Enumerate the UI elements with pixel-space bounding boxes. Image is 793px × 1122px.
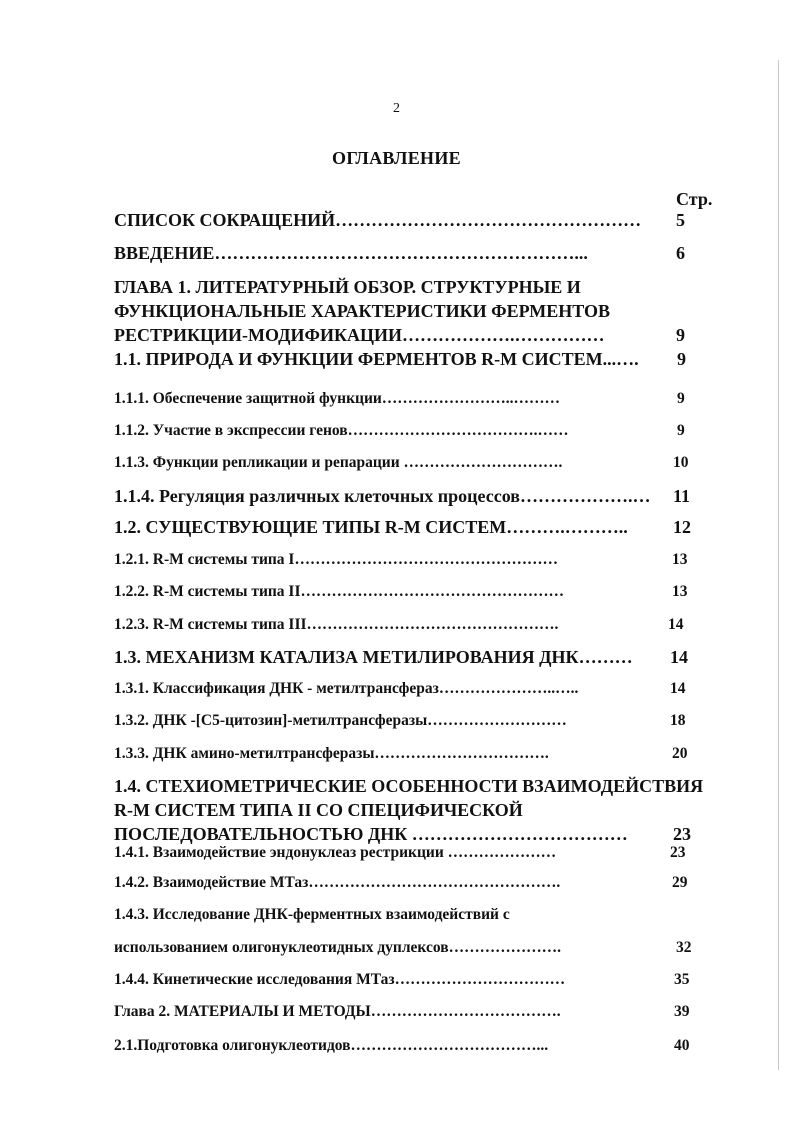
toc-entry [114, 243, 685, 264]
toc-entry [114, 939, 692, 957]
toc-page-number: 14 [668, 616, 684, 633]
toc-page-number: 6 [676, 243, 685, 263]
toc-entry-text: 1.1.2. Участие в экспрессии генов……………………………….…… [114, 422, 569, 439]
toc-page-number: 14 [670, 680, 686, 697]
toc-page-number: 20 [672, 745, 688, 762]
toc-entry-text: СПИСОК СОКРАЩЕНИЙ…………………………………………… [114, 210, 642, 230]
toc-page-number: 32 [676, 939, 692, 956]
toc-page-number: 23 [670, 844, 686, 861]
toc-entry-text: 1.2. СУЩЕСТВУЮЩИЕ ТИПЫ R-M СИСТЕМ……….……….. [114, 517, 628, 537]
toc-title: ОГЛАВЛЕНИЕ [332, 148, 461, 168]
page-number: 2 [393, 101, 400, 116]
toc-entry [114, 774, 703, 846]
toc-page-number: 9 [676, 325, 685, 345]
toc-entry-text: R-M СИСТЕМ ТИПА II СО СПЕЦИФИЧЕСКОЙ [114, 800, 523, 820]
toc-entry-text: 1.4.2. Взаимодействие МТаз…………………………………………. [114, 874, 561, 891]
toc-entry-text: 1.3.1. Классификация ДНК - метилтрансфераз…………………..….. [114, 680, 579, 697]
toc-entry-text: ФУНКЦИОНАЛЬНЫЕ ХАРАКТЕРИСТИКИ ФЕРМЕНТОВ [114, 301, 611, 321]
toc-entry-text: РЕСТРИКЦИИ-МОДИФИКАЦИИ……………….…………… [114, 325, 605, 345]
scan-artifact-line [778, 60, 779, 1070]
toc-entry [114, 616, 684, 634]
toc-page-number: 29 [672, 874, 688, 891]
toc-page-number: 35 [674, 971, 690, 988]
toc-entry-text: ПОСЛЕДОВАТЕЛЬНОСТЬЮ ДНК ……………………………… [114, 824, 628, 844]
toc-entry-text: 1.3. МЕХАНИЗМ КАТАЛИЗА МЕТИЛИРОВАНИЯ ДНК……… [114, 647, 633, 667]
toc-entry [114, 906, 510, 924]
toc-page-number: 23 [673, 824, 691, 844]
toc-entry [114, 210, 685, 231]
toc-page-number: 11 [673, 486, 691, 506]
toc-entry-text: 1.1.3. Функции репликации и репарации …………………………. [114, 454, 563, 471]
toc-page-number: 14 [670, 647, 688, 667]
toc-page-number: 9 [677, 422, 685, 439]
toc-page-number: 18 [670, 712, 686, 729]
toc-entry-text: использованием олигонуклеотидных дуплексов…………………. [114, 939, 561, 956]
toc-entry [114, 390, 685, 408]
toc-entry [114, 971, 690, 989]
toc-entry-text: ГЛАВА 1. ЛИТЕРАТУРНЫЙ ОБЗОР. СТРУКТУРНЫЕ И [114, 277, 581, 297]
toc-page-number: 5 [676, 210, 685, 230]
toc-entry-text: 1.2.2. R-M системы типа II…………………………………………… [114, 583, 564, 600]
toc-page-number: 39 [674, 1003, 690, 1020]
toc-entry [114, 1037, 690, 1055]
toc-entry-text: 1.1.1. Обеспечение защитной функции……………………..……… [114, 390, 561, 407]
toc-entry [114, 712, 686, 730]
toc-entry [114, 647, 688, 668]
toc-entry [114, 745, 688, 763]
toc-entry [114, 680, 686, 698]
toc-entry [114, 551, 688, 569]
toc-entry-text: 1.3.3. ДНК амино-метилтрансферазы……………………………. [114, 745, 549, 762]
page-column-label: Стр. [676, 189, 713, 209]
toc-entry [114, 486, 691, 507]
toc-entry [114, 454, 689, 472]
toc-entry-text: 1.2.1. R-M системы типа I…………………………………………… [114, 551, 558, 568]
toc-entry-text: 1.4.1. Взаимодействие эндонуклеаз рестрикции ………………… [114, 844, 557, 861]
toc-page-number: 9 [677, 349, 686, 369]
toc-entry [114, 517, 691, 538]
toc-entry-text: 1.1. ПРИРОДА И ФУНКЦИИ ФЕРМЕНТОВ R-M СИСТЕМ...…. [114, 349, 639, 369]
toc-page-number: 12 [673, 517, 691, 537]
toc-page-number: 13 [672, 583, 688, 600]
toc-entry [114, 349, 686, 370]
toc-entry-text: 2.1.Подготовка олигонуклеотидов………………………………... [114, 1037, 549, 1054]
toc-page-number: 10 [673, 454, 689, 471]
toc-entry [114, 874, 688, 892]
toc-entry-text: 1.1.4. Регуляция различных клеточных процессов……………….… [114, 486, 651, 506]
toc-entry [114, 422, 685, 440]
toc-page-number: 40 [674, 1037, 690, 1054]
toc-page-number: 9 [677, 390, 685, 407]
toc-entry [114, 275, 685, 347]
toc-entry-text: 1.3.2. ДНК -[С5-цитозин]-метилтрансферазы……………………… [114, 712, 567, 729]
toc-page-number: 13 [672, 551, 688, 568]
toc-entry-text: ВВЕДЕНИЕ……………………………………………………... [114, 243, 588, 263]
toc-entry-text: Глава 2. МАТЕРИАЛЫ И МЕТОДЫ………………………………. [114, 1003, 561, 1020]
toc-entry [114, 583, 688, 601]
toc-entry-text: 1.4.3. Исследование ДНК-ферментных взаимодействий с [114, 906, 510, 923]
toc-entry-text: 1.4.4. Кинетические исследования МТаз…………………………… [114, 971, 566, 988]
toc-entry-text: 1.2.3. R-M системы типа III…………………………………………. [114, 616, 559, 633]
toc-entry [114, 844, 686, 862]
toc-entry [114, 1003, 690, 1021]
toc-entry-text: 1.4. СТЕХИОМЕТРИЧЕСКИЕ ОСОБЕННОСТИ ВЗАИМОДЕЙСТВИЯ [114, 776, 704, 796]
